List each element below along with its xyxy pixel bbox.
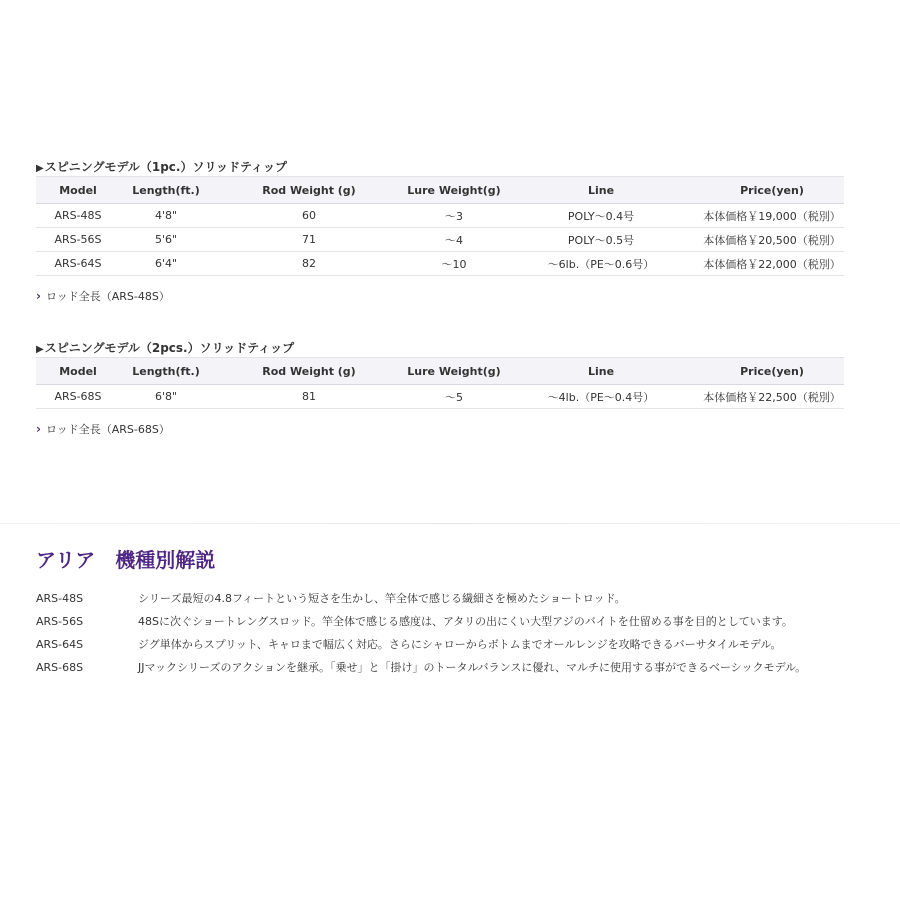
cell-lure-weight: ～5 [406, 385, 502, 409]
description-row [36, 636, 866, 659]
col-header-lure-weight: Lure Weight(g) [406, 177, 502, 204]
cell-model: ARS-68S [36, 385, 120, 409]
col-header-rod-weight: Rod Weight (g) [212, 177, 406, 204]
description-row [36, 590, 866, 613]
col-header-lure-weight: Lure Weight(g) [406, 358, 502, 385]
triangle-icon: ▶ [36, 344, 44, 355]
table-row [36, 252, 844, 276]
section-title [36, 339, 844, 357]
cell-line: POLY～0.4号 [502, 204, 700, 228]
triangle-icon: ▶ [36, 163, 44, 174]
heading-subtitle: 機種別解説 [115, 548, 216, 572]
model-commentary-heading [36, 545, 215, 575]
chevron-right-icon: › [36, 289, 41, 303]
col-header-rod-weight: Rod Weight (g) [212, 358, 406, 385]
cell-price: 本体価格￥22,500（税別） [700, 385, 844, 409]
cell-price: 本体価格￥19,000（税別） [700, 204, 844, 228]
section-title-text: スピニングモデル（2pcs.）ソリッドティップ [44, 341, 295, 355]
rod-length-link-ars-68s[interactable] [36, 421, 844, 437]
link-text: ロッド全長（ARS-68S） [45, 423, 170, 436]
description-text: シリーズ最短の4.8フィートという短さを生かし、竿全体で感じる繊細さを極めたショートロッド。 [138, 592, 626, 605]
cell-price: 本体価格￥20,500（税別） [700, 228, 844, 252]
description-model: ARS-64S [36, 638, 84, 651]
cell-rod-weight: 71 [212, 228, 406, 252]
cell-line: ～6lb.（PE～0.6号） [502, 252, 700, 276]
table-header-row [36, 358, 844, 385]
chevron-right-icon: › [36, 422, 41, 436]
cell-length: 5'6" [120, 228, 212, 252]
model-descriptions [36, 590, 866, 682]
section-title-text: スピニングモデル（1pc.）ソリッドティップ [44, 160, 288, 174]
cell-lure-weight: ～4 [406, 228, 502, 252]
cell-lure-weight: ～10 [406, 252, 502, 276]
col-header-model: Model [36, 177, 120, 204]
description-model: ARS-48S [36, 592, 84, 605]
description-text: JJマックシリーズのアクションを継承。「乗せ」と「掛け」のトータルバランスに優れ、マルチに使用する事ができるベーシックモデル。 [138, 661, 807, 674]
col-header-price: Price(yen) [700, 177, 844, 204]
cell-length: 6'4" [120, 252, 212, 276]
cell-lure-weight: ～3 [406, 204, 502, 228]
section-divider [0, 523, 900, 524]
description-row [36, 613, 866, 636]
spec-section-1pc [36, 158, 844, 304]
cell-model: ARS-64S [36, 252, 120, 276]
description-text: 48Sに次ぐショートレングスロッド。竿全体で感じる感度は、アタリの出にくい大型アジのバイトを仕留める事を目的としています。 [138, 615, 793, 628]
cell-rod-weight: 82 [212, 252, 406, 276]
cell-line: POLY～0.5号 [502, 228, 700, 252]
description-model: ARS-56S [36, 615, 84, 628]
cell-price: 本体価格￥22,000（税別） [700, 252, 844, 276]
cell-rod-weight: 60 [212, 204, 406, 228]
table-row [36, 385, 844, 409]
heading-brand: アリア [36, 548, 96, 572]
col-header-model: Model [36, 358, 120, 385]
col-header-length: Length(ft.) [120, 358, 212, 385]
spec-section-2pcs [36, 339, 844, 437]
table-row [36, 204, 844, 228]
col-header-line: Line [502, 358, 700, 385]
cell-line: ～4lb.（PE～0.4号） [502, 385, 700, 409]
cell-length: 6'8" [120, 385, 212, 409]
link-text: ロッド全長（ARS-48S） [45, 290, 170, 303]
col-header-line: Line [502, 177, 700, 204]
description-row [36, 659, 866, 682]
description-model: ARS-68S [36, 661, 84, 674]
description-text: ジグ単体からスプリット、キャロまで幅広く対応。さらにシャローからボトムまでオールレンジを攻略できるバーサタイルモデル。 [138, 638, 782, 651]
table-row [36, 228, 844, 252]
rod-length-link-ars-48s[interactable] [36, 288, 844, 304]
table-header-row [36, 177, 844, 204]
spec-table-2pcs [36, 357, 844, 409]
col-header-length: Length(ft.) [120, 177, 212, 204]
cell-rod-weight: 81 [212, 385, 406, 409]
spec-table-1pc [36, 176, 844, 276]
col-header-price: Price(yen) [700, 358, 844, 385]
cell-model: ARS-48S [36, 204, 120, 228]
cell-model: ARS-56S [36, 228, 120, 252]
cell-length: 4'8" [120, 204, 212, 228]
section-title [36, 158, 844, 176]
